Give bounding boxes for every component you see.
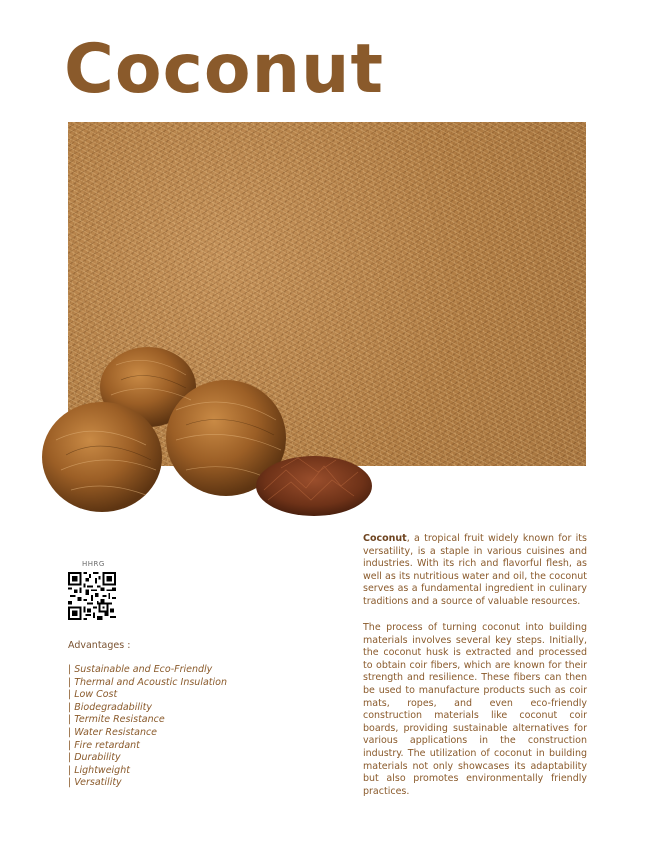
coconuts-image [36, 340, 376, 525]
page-title: Coconut [64, 30, 384, 109]
advantage-item: | Sustainable and Eco-Friendly [68, 664, 213, 675]
advantage-item: | Thermal and Acoustic Insulation [68, 676, 227, 688]
description-lead-word: Coconut [363, 533, 407, 544]
advantage-item: | Termite Resistance [68, 714, 165, 726]
advantage-item: | Versatility [68, 777, 122, 789]
advantage-item: | Water Resistance [68, 726, 158, 738]
advantages-list [68, 664, 227, 790]
description-paragraph-1 [363, 533, 587, 609]
advantage-item: | Biodegradability [68, 701, 152, 713]
qr-code-icon[interactable] [68, 572, 116, 620]
advantage-item: | Lightweight [68, 764, 130, 776]
advantage-item: | Durability [68, 752, 121, 764]
advantage-item: | Low Cost [68, 689, 118, 701]
description-paragraph-2: The process of turning coconut into building materials involves several key steps. Initially, the coconut husk is extracted and processed to obtain coir fibers, which are known for their strength and resilience. These fibers can then be used to manufacture products such as coir mats, ropes, and even eco-friendly construction materials like coconut coir boards, providing sustainable alternatives for various applications in the construction industry. The utilization of coconut in building materials not only showcases its adaptability but also promotes environmentally friendly practices. [363, 622, 587, 797]
qr-label: HHRG [82, 560, 105, 568]
advantages-heading: Advantages : [68, 640, 131, 651]
description-paragraph-1-text: , a tropical fruit widely known for its versatility, is a staple in various cuisines and industries. With its rich and flavorful flesh, as well as its nutritious water and oil, the coconut serves as a fundamental ingredient in culinary traditions and a source of valuable resources. [363, 533, 587, 607]
advantage-item: | Fire retardant [68, 739, 140, 751]
